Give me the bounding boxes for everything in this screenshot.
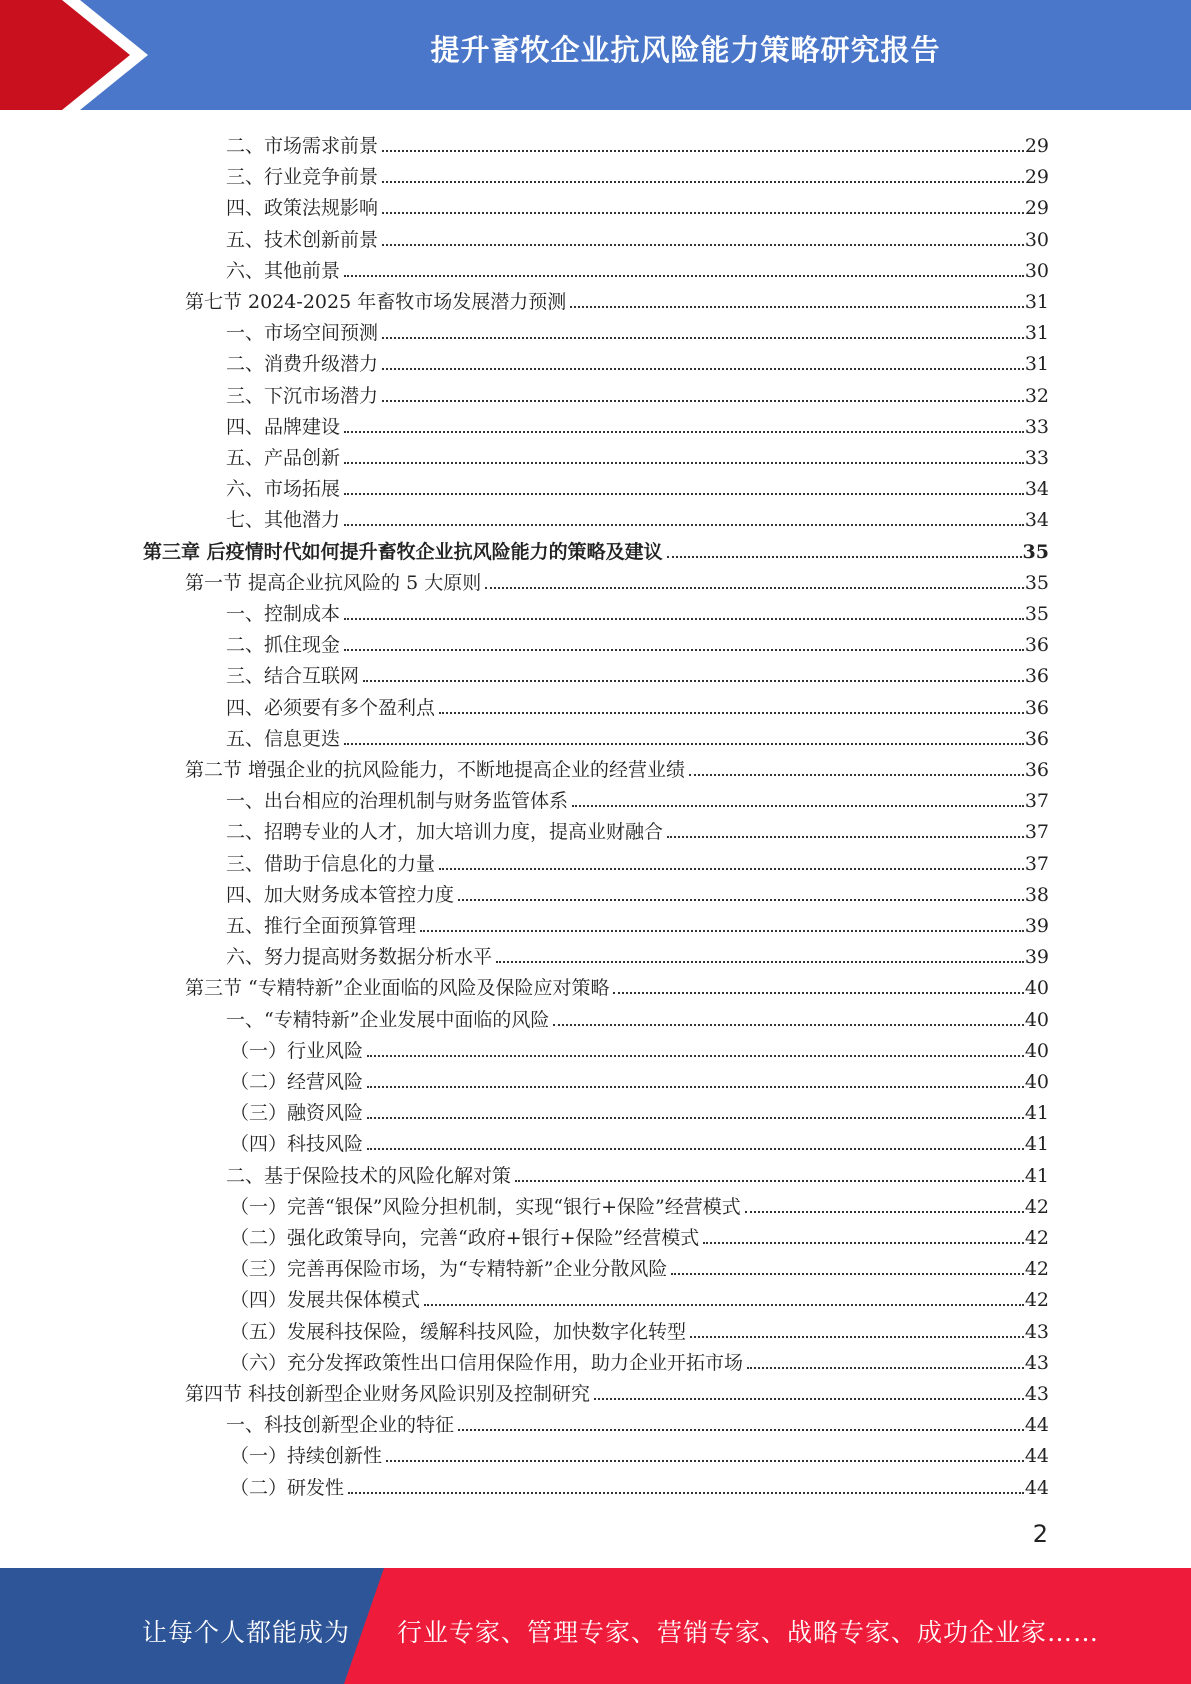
toc-dot-leader [363, 680, 1024, 682]
toc-entry[interactable] [185, 564, 1049, 595]
toc-entry[interactable] [185, 283, 1049, 314]
toc-entry-title: 一、科技创新型企业的特征 [226, 1414, 455, 1436]
toc-entry-title: 三、下沉市场潜力 [226, 385, 379, 407]
toc-entry-title: 第一节 提高企业抗风险的 5 大原则 [185, 572, 482, 594]
toc-entry-page: 42 [1024, 1258, 1049, 1280]
toc-dot-leader [344, 649, 1024, 651]
toc-entry[interactable] [226, 470, 1049, 501]
toc-dot-leader [386, 1460, 1024, 1462]
toc-dot-leader [367, 1055, 1024, 1057]
toc-entry[interactable] [226, 1157, 1049, 1188]
toc-entry-title: 二、消费升级潜力 [226, 353, 379, 375]
toc-entry[interactable] [230, 1437, 1049, 1468]
toc-entry[interactable] [226, 845, 1049, 876]
toc-entry[interactable] [226, 345, 1049, 376]
toc-entry[interactable] [226, 252, 1049, 283]
toc-dot-leader [667, 556, 1022, 558]
toc-dot-leader [382, 400, 1024, 402]
toc-entry-page: 43 [1024, 1321, 1049, 1343]
toc-entry-title: 五、技术创新前景 [226, 229, 379, 251]
toc-entry-page: 42 [1024, 1289, 1049, 1311]
toc-entry-title: （四）科技风险 [230, 1133, 364, 1155]
toc-entry[interactable] [226, 377, 1049, 408]
toc-dot-leader [348, 1492, 1024, 1494]
toc-entry-page: 44 [1024, 1414, 1049, 1436]
toc-entry-page: 43 [1024, 1352, 1049, 1374]
toc-entry[interactable] [226, 907, 1049, 938]
toc-entry-page: 40 [1024, 977, 1049, 999]
toc-dot-leader [382, 212, 1024, 214]
toc-entry[interactable] [226, 127, 1049, 158]
toc-entry[interactable] [230, 1032, 1049, 1063]
toc-entry[interactable] [226, 1001, 1049, 1032]
toc-entry-page: 42 [1024, 1196, 1049, 1218]
toc-entry-page: 44 [1024, 1477, 1049, 1499]
toc-entry-page: 37 [1024, 821, 1049, 843]
toc-entry-page: 33 [1024, 416, 1049, 438]
toc-entry-page: 33 [1024, 447, 1049, 469]
toc-entry[interactable] [226, 158, 1049, 189]
toc-entry-title: 六、市场拓展 [226, 478, 341, 500]
toc-entry-page: 35 [1024, 603, 1049, 625]
toc-entry-title: 七、其他潜力 [226, 509, 341, 531]
toc-entry[interactable] [226, 595, 1049, 626]
toc-entry-title: （六）充分发挥政策性出口信用保险作用，助力企业开拓市场 [230, 1352, 744, 1374]
toc-entry[interactable] [185, 969, 1049, 1000]
toc-entry-page: 29 [1024, 166, 1049, 188]
toc-entry-title: （二）强化政策导向，完善“政府+银行+保险”经营模式 [230, 1227, 700, 1249]
toc-entry-page: 35 [1024, 572, 1049, 594]
toc-entry[interactable] [230, 1219, 1049, 1250]
toc-entry[interactable] [230, 1094, 1049, 1125]
toc-entry-title: 一、控制成本 [226, 603, 341, 625]
toc-entry-page: 30 [1024, 260, 1049, 282]
toc-dot-leader [690, 1336, 1024, 1338]
toc-dot-leader [667, 836, 1024, 838]
toc-entry[interactable] [143, 533, 1049, 564]
toc-dot-leader [613, 992, 1023, 994]
toc-entry-page: 30 [1024, 229, 1049, 251]
toc-entry-page: 43 [1024, 1383, 1049, 1405]
toc-entry[interactable] [226, 626, 1049, 657]
toc-entry-title: 四、政策法规影响 [226, 197, 379, 219]
toc-entry-title: （一）行业风险 [230, 1040, 364, 1062]
toc-dot-leader [439, 712, 1024, 714]
toc-dot-leader [458, 899, 1024, 901]
toc-entry[interactable] [230, 1313, 1049, 1344]
toc-entry-title: （一）完善“银保”风险分担机制，实现“银行+保险”经营模式 [230, 1196, 741, 1218]
toc-entry[interactable] [226, 1406, 1049, 1437]
footer-slogan-left: 让每个人都能成为 [142, 1618, 351, 1647]
toc-dot-leader [344, 275, 1024, 277]
toc-dot-leader [572, 805, 1024, 807]
toc-entry-title: （三）完善再保险市场，为“专精特新”企业分散风险 [230, 1258, 668, 1280]
toc-entry-page: 41 [1024, 1102, 1049, 1124]
toc-entry-page: 36 [1024, 728, 1049, 750]
toc-entry[interactable] [226, 408, 1049, 439]
toc-dot-leader [382, 181, 1024, 183]
toc-entry[interactable] [226, 221, 1049, 252]
toc-entry[interactable] [185, 751, 1049, 782]
toc-dot-leader [367, 1117, 1024, 1119]
toc-entry-page: 36 [1024, 759, 1049, 781]
toc-dot-leader [424, 1304, 1024, 1306]
toc-entry[interactable] [226, 813, 1049, 844]
toc-dot-leader [485, 587, 1024, 589]
toc-entry-page: 40 [1024, 1009, 1049, 1031]
toc-entry-title: （二）经营风险 [230, 1071, 364, 1093]
toc-entry-page: 35 [1022, 541, 1049, 563]
toc-entry-page: 41 [1024, 1165, 1049, 1187]
toc-entry-page: 36 [1024, 634, 1049, 656]
toc-entry[interactable] [230, 1344, 1049, 1375]
toc-dot-leader [367, 1086, 1024, 1088]
toc-entry-title: 三、结合互联网 [226, 665, 360, 687]
toc-entry[interactable] [226, 439, 1049, 470]
toc-entry-title: 四、加大财务成本管控力度 [226, 884, 455, 906]
toc-entry-title: 五、信息更迭 [226, 728, 341, 750]
toc-entry[interactable] [226, 689, 1049, 720]
toc-entry-page: 36 [1024, 665, 1049, 687]
toc-entry-title: 一、出台相应的治理机制与财务监管体系 [226, 790, 569, 812]
toc-entry-title: 第二节 增强企业的抗风险能力，不断地提高企业的经营业绩 [185, 759, 686, 781]
page-footer [0, 1568, 1191, 1684]
toc-entry[interactable] [230, 1125, 1049, 1156]
toc-dot-leader [515, 1180, 1024, 1182]
toc-entry-page: 44 [1024, 1445, 1049, 1467]
toc-entry-title: 三、借助于信息化的力量 [226, 853, 436, 875]
toc-dot-leader [703, 1242, 1024, 1244]
toc-dot-leader [344, 493, 1024, 495]
toc-entry-title: 四、品牌建设 [226, 416, 341, 438]
toc-dot-leader [458, 1429, 1024, 1431]
toc-entry-page: 29 [1024, 197, 1049, 219]
toc-entry-title: （三）融资风险 [230, 1102, 364, 1124]
toc-entry[interactable] [185, 1375, 1049, 1406]
toc-dot-leader [344, 618, 1024, 620]
toc-entry-title: 二、抓住现金 [226, 634, 341, 656]
toc-entry-page: 37 [1024, 790, 1049, 812]
toc-entry[interactable] [226, 782, 1049, 813]
toc-dot-leader [439, 868, 1024, 870]
toc-dot-leader [420, 930, 1024, 932]
toc-entry-title: 第七节 2024-2025 年畜牧市场发展潜力预测 [185, 291, 567, 313]
toc-dot-leader [747, 1367, 1024, 1369]
page-header [0, 0, 1191, 110]
toc-dot-leader [344, 743, 1024, 745]
toc-entry-title: （四）发展共保体模式 [230, 1289, 421, 1311]
toc-entry[interactable] [230, 1188, 1049, 1219]
toc-dot-leader [367, 1148, 1024, 1150]
toc-entry-page: 31 [1024, 322, 1049, 344]
toc-entry-page: 40 [1024, 1071, 1049, 1093]
toc-entry[interactable] [230, 1250, 1049, 1281]
toc-entry-page: 40 [1024, 1040, 1049, 1062]
toc-entry-title: 一、“专精特新”企业发展中面临的风险 [226, 1009, 550, 1031]
toc-entry-title: （五）发展科技保险，缓解科技风险，加快数字化转型 [230, 1321, 687, 1343]
toc-entry-title: 第三节 “专精特新”企业面临的风险及保险应对策略 [185, 977, 610, 999]
toc-entry-page: 32 [1024, 385, 1049, 407]
toc-dot-leader [382, 368, 1024, 370]
toc-entry[interactable] [226, 314, 1049, 345]
toc-entry-page: 34 [1024, 478, 1049, 500]
toc-entry-title: 第三章 后疫情时代如何提升畜牧企业抗风险能力的策略及建议 [143, 541, 663, 563]
toc-dot-leader [689, 774, 1024, 776]
toc-entry[interactable] [230, 1281, 1049, 1312]
toc-entry[interactable] [230, 1063, 1049, 1094]
toc-entry-title: 五、产品创新 [226, 447, 341, 469]
toc-entry[interactable] [226, 720, 1049, 751]
toc-entry[interactable] [226, 876, 1049, 907]
toc-dot-leader [671, 1273, 1023, 1275]
footer-slogan-right: 行业专家、管理专家、营销专家、战略专家、成功企业家…… [397, 1618, 1100, 1647]
toc-entry[interactable] [226, 657, 1049, 688]
toc-entry[interactable] [226, 501, 1049, 532]
toc-entry-page: 37 [1024, 853, 1049, 875]
toc-entry-page: 38 [1024, 884, 1049, 906]
toc-entry-page: 39 [1024, 915, 1049, 937]
toc-entry-page: 31 [1024, 291, 1049, 313]
toc-entry-page: 42 [1024, 1227, 1049, 1249]
toc-entry-title: 四、必须要有多个盈利点 [226, 697, 436, 719]
report-title: 提升畜牧企业抗风险能力策略研究报告 [430, 33, 941, 67]
toc-dot-leader [570, 306, 1024, 308]
toc-entry-title: 第四节 科技创新型企业财务风险识别及控制研究 [185, 1383, 591, 1405]
toc-entry-page: 36 [1024, 697, 1049, 719]
toc-dot-leader [594, 1398, 1024, 1400]
toc-dot-leader [344, 462, 1024, 464]
toc-dot-leader [382, 150, 1024, 152]
toc-entry-title: （二）研发性 [230, 1477, 345, 1499]
toc-entry-title: 六、努力提高财务数据分析水平 [226, 946, 493, 968]
toc-dot-leader [553, 1024, 1023, 1026]
toc-entry-title: 三、行业竞争前景 [226, 166, 379, 188]
toc-entry-title: 一、市场空间预测 [226, 322, 379, 344]
toc-entry-title: 二、招聘专业的人才，加大培训力度，提高业财融合 [226, 821, 664, 843]
toc-entry-title: 六、其他前景 [226, 260, 341, 282]
toc-dot-leader [382, 337, 1024, 339]
toc-dot-leader [382, 244, 1024, 246]
toc-entry-page: 39 [1024, 946, 1049, 968]
toc-entry[interactable] [226, 189, 1049, 220]
toc-dot-leader [496, 961, 1024, 963]
toc-entry[interactable] [230, 1469, 1049, 1500]
toc-dot-leader [745, 1211, 1024, 1213]
toc-entry-page: 29 [1024, 135, 1049, 157]
toc-entry[interactable] [226, 938, 1049, 969]
toc-dot-leader [344, 431, 1024, 433]
toc-entry-title: 五、推行全面预算管理 [226, 915, 417, 937]
toc-entry-title: （一）持续创新性 [230, 1445, 383, 1467]
toc-entry-page: 34 [1024, 509, 1049, 531]
toc-dot-leader [344, 524, 1024, 526]
toc-entry-title: 二、基于保险技术的风险化解对策 [226, 1165, 512, 1187]
toc-entry-title: 二、市场需求前景 [226, 135, 379, 157]
toc-entry-page: 31 [1024, 353, 1049, 375]
toc-entry-page: 41 [1024, 1133, 1049, 1155]
page-number: 2 [1032, 1520, 1048, 1548]
